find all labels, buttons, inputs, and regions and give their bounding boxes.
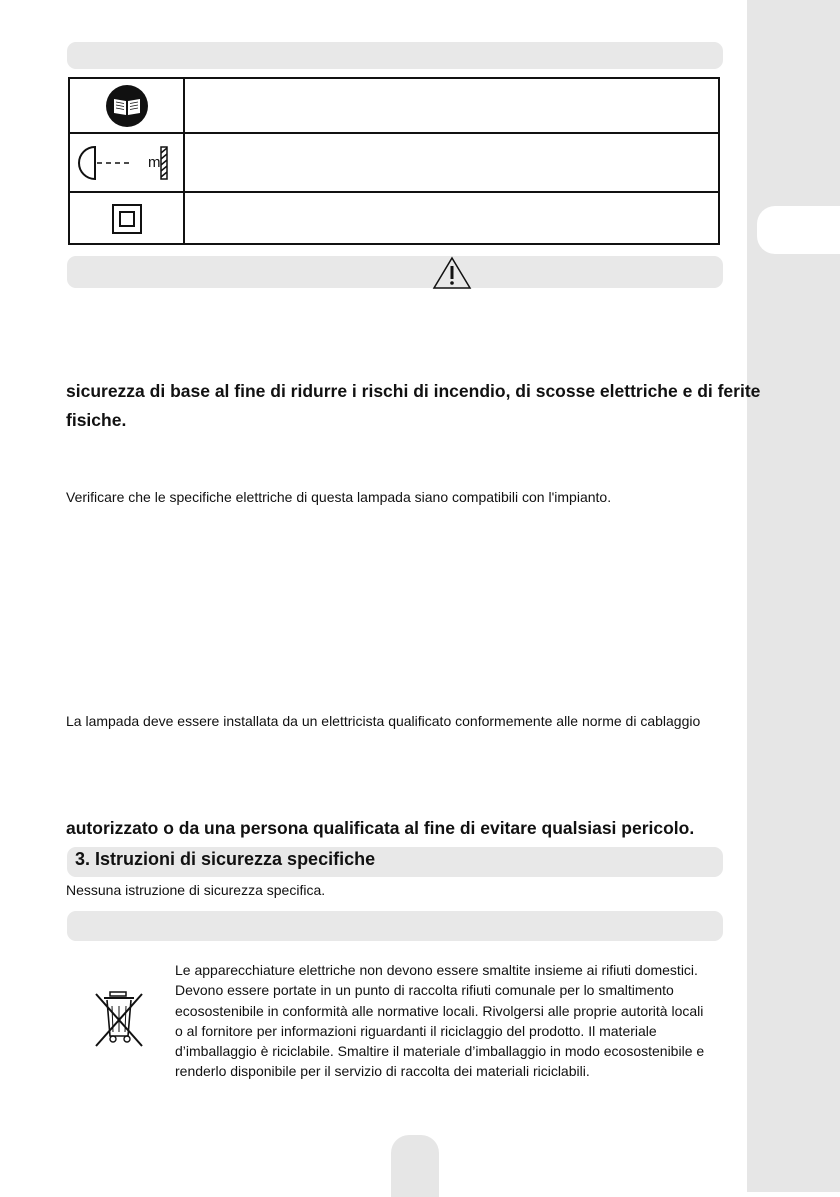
weee-bin-icon [92, 990, 146, 1048]
disposal-line: ecosostenibile in conformità alle normative locali. Rivolgersi alle proprie autorità locali [175, 1002, 704, 1019]
disposal-line: renderlo disponibile per il servizio di raccolta dei materiali riciclabili. [175, 1063, 590, 1080]
section-3-title: 3. Istruzioni di sicurezza specifiche [75, 849, 376, 869]
disposal-line: Le apparecchiature elettriche non devono essere smaltite insieme ai rifiuti domestici. [175, 962, 698, 978]
authorized-text: autorizzato o da una persona qualificata al fine di evitare qualsiasi pericolo. [66, 818, 695, 838]
warning-icon [432, 256, 472, 290]
verify-compatibility-text: Verificare che le specifiche elettriche di questa lampada siano compatibili con l'impianto. [66, 489, 612, 505]
section-bar-symbols [67, 42, 723, 69]
distance-unit-label: m [147, 153, 160, 171]
side-margin [747, 0, 840, 1192]
table-row-class-ii [70, 193, 183, 245]
section-bar-disposal [67, 911, 723, 941]
section-3-body: Nessuna istruzione di sicurezza specifica. [66, 882, 326, 898]
disposal-text [175, 960, 745, 1082]
disposal-line: Devono essere portate in un punto di raccolta rifiuti comunale per lo smaltimento [175, 982, 674, 999]
table-row-manual [70, 79, 183, 132]
section-bar-safety [67, 256, 723, 288]
side-tab [757, 206, 840, 254]
read-manual-icon [105, 84, 149, 128]
table-row-distance [70, 134, 183, 191]
disposal-line: o al fornitore per informazioni riguardanti il riciclaggio del prodotto. Il materiale [175, 1022, 657, 1039]
page-number-tab [391, 1135, 439, 1197]
distance-icon [77, 143, 177, 183]
disposal-line: d’imballaggio è riciclabile. Smaltire il materiale d’imballaggio in modo ecosostenibile e [175, 1043, 705, 1060]
class-ii-icon [112, 204, 142, 234]
safety-intro-line-1: sicurezza di base al fine di ridurre i rischi di incendio, di scosse elettriche e di ferite [66, 381, 761, 401]
table-divider [183, 79, 185, 245]
safety-intro-line-2: fisiche. [66, 410, 127, 430]
installation-text: La lampada deve essere installata da un elettricista qualificato conformemente alle norme di cablaggio [66, 713, 701, 729]
symbols-table [68, 77, 720, 245]
